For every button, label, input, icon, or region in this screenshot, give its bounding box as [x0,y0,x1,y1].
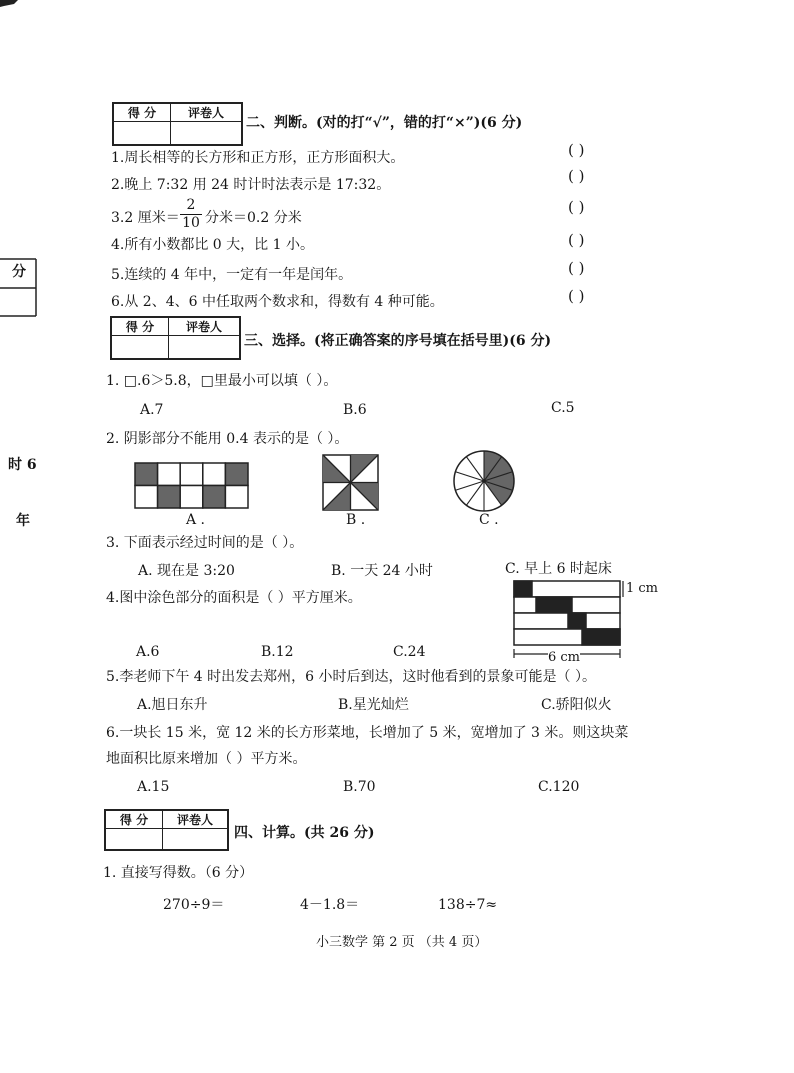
choice-q3-opt-a[interactable]: A. 现在是 3:20 [138,563,235,579]
calc-sub1: 1. 直接写得数。（6 分） [103,865,254,881]
answer-paren-q6[interactable]: ( ) [568,287,585,305]
choice-q6-opt-a[interactable]: A.15 [137,779,170,795]
answer-paren-q2[interactable]: ( ) [568,167,585,185]
choice-q1-opt-c[interactable]: C.5 [551,400,575,416]
page-footer: 小三数学 第 2 页 （共 4 页） [316,935,488,950]
grader-label: 评卷人 [169,317,241,336]
calc-expr-3: 138÷7≈ [438,897,498,913]
choice-q1-opt-b[interactable]: B.6 [343,402,367,418]
grader-label: 评卷人 [163,810,229,829]
judge-q6: 6.从 2、4、6 中任取两个数求和，得数有 4 种可能。 [111,294,444,310]
calc-expr-1: 270÷9＝ [163,897,225,913]
scan-mark [0,0,20,10]
judge-q4: 4.所有小数都比 0 大，比 1 小。 [111,237,314,253]
margin-shi6: 时 6 [8,457,37,473]
judge-q1: 1.周长相等的长方形和正方形，正方形面积大。 [111,150,405,166]
score-label: 得 分 [105,810,163,829]
figure-b-square [323,455,379,511]
choice-q1: 1. □.6＞5.8，□里最小可以填（ ）。 [106,373,338,389]
choice-q4-opt-c[interactable]: C.24 [393,644,426,660]
answer-paren-q1[interactable]: ( ) [568,141,585,159]
choice-q5-opt-c[interactable]: C.骄阳似火 [541,697,612,713]
score-box-sec4 [104,809,229,851]
figure-q4-height-label: 1 cm [626,581,659,596]
choice-q6-line2: 地面积比原来增加（ ）平方米。 [106,751,307,767]
choice-q2-opt-c[interactable]: C . [479,512,499,528]
fraction-numerator: 2 [186,197,196,213]
choice-q5-opt-a[interactable]: A.旭日东升 [137,697,208,713]
fraction-denominator: 10 [182,215,200,231]
grader-label: 评卷人 [171,103,243,122]
score-label: 得 分 [111,317,169,336]
choice-q6-line1: 6.一块长 15 米，宽 12 米的长方形菜地，长增加了 5 米，宽增加了 3 米。则这块菜 [106,725,629,741]
figure-a-grid [135,463,250,509]
answer-paren-q4[interactable]: ( ) [568,231,585,249]
margin-nian: 年 [16,513,30,529]
choice-q4-opt-b[interactable]: B.12 [261,644,294,660]
choice-q5-opt-b[interactable]: B.星光灿烂 [338,697,409,713]
choice-q6-opt-c[interactable]: C.120 [538,779,580,795]
choice-q2-opt-a[interactable]: A . [186,512,206,528]
score-box-sec2 [112,102,243,146]
choice-q3-opt-b[interactable]: B. 一天 24 小时 [331,563,433,579]
answer-paren-q5[interactable]: ( ) [568,259,585,277]
figure-c-circle [453,450,515,512]
answer-paren-q3[interactable]: ( ) [568,198,585,216]
choice-q2: 2. 阴影部分不能用 0.4 表示的是（ ）。 [106,431,349,447]
judge-q3-pre: 3.2 厘米＝ [111,210,180,226]
judge-q3-post: 分米＝0.2 分米 [205,210,302,226]
score-label: 得 分 [113,103,171,122]
score-box-sec3 [110,316,241,360]
section-2-title: 二、判断。(对的打“√”，错的打“×”)(6 分) [246,115,523,131]
judge-q3-fraction [180,198,202,231]
judge-q5: 5.连续的 4 年中，一定有一年是闰年。 [111,267,353,283]
calc-expr-2: 4－1.8＝ [300,897,360,913]
choice-q6-opt-b[interactable]: B.70 [343,779,376,795]
margin-fen: 分 [12,264,26,280]
section-3-title: 三、选择。(将正确答案的序号填在括号里)(6 分) [244,333,552,349]
choice-q5: 5.李老师下午 4 时出发去郑州，6 小时后到达，这时他看到的景象可能是（ ）。 [106,669,596,685]
choice-q4-opt-a[interactable]: A.6 [136,644,160,660]
choice-q1-opt-a[interactable]: A.7 [140,402,164,418]
choice-q3-opt-c[interactable]: C. 早上 6 时起床 [505,561,612,577]
choice-q2-opt-b[interactable]: B . [346,512,366,528]
judge-q2: 2.晚上 7:32 用 24 时计时法表示是 17:32。 [111,177,391,193]
choice-q4: 4.图中涂色部分的面积是（ ）平方厘米。 [106,590,362,606]
choice-q3: 3. 下面表示经过时间的是（ ）。 [106,535,304,551]
section-4-title: 四、计算。(共 26 分) [234,825,375,841]
figure-q4-width-label: 6 cm [548,650,581,665]
